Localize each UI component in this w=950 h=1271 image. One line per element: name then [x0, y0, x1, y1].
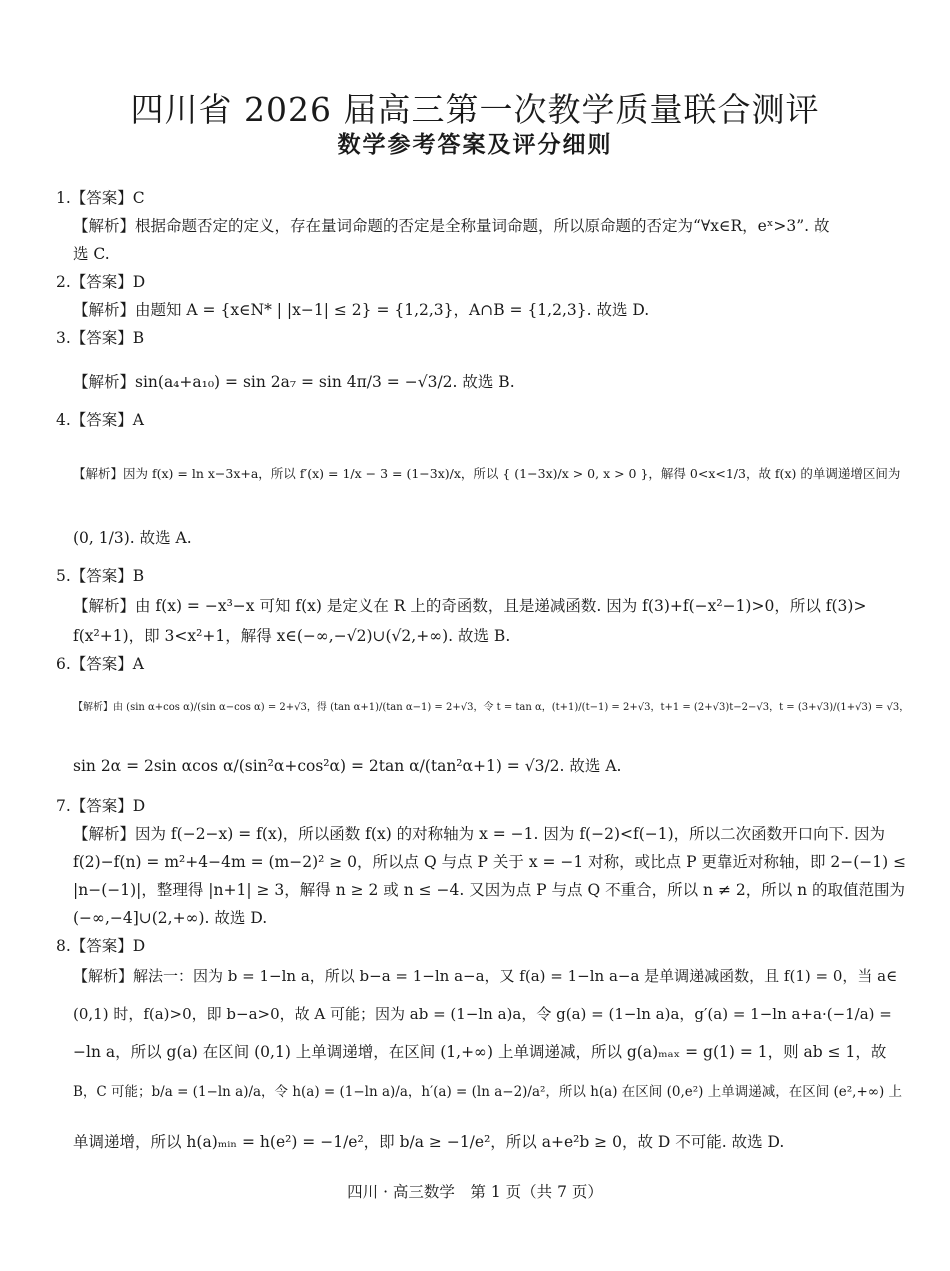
answer-3: 3.【答案】B: [56, 329, 145, 347]
page-footer: 四川 · 高三数学 第 1 页（共 7 页）: [347, 1183, 603, 1201]
answer-8: 8.【答案】D: [56, 937, 146, 955]
analysis-2-line-1: 【解析】由题知 A = {x∈N* | |x−1| ≤ 2} = {1,2,3}，A∩B = {1,2,3}. 故选 D.: [73, 301, 650, 319]
analysis-7-line-4: (−∞,−4]∪(2,+∞). 故选 D.: [73, 909, 268, 927]
analysis-4-line-2: (0, 1/3). 故选 A.: [73, 529, 192, 547]
analysis-8-line-2: (0,1) 时，f(a)>0，即 b−a>0，故 A 可能；因为 ab = (1−ln a)a，令 g(a) = (1−ln a)a，g′(a) = 1−ln a+a·(−1/a) =: [73, 1005, 892, 1023]
page-title: 四川省 2026 届高三第一次教学质量联合测评: [130, 90, 820, 129]
answer-6: 6.【答案】A: [56, 655, 144, 673]
analysis-8-line-3: −ln a，所以 g(a) 在区间 (0,1) 上单调递增，在区间 (1,+∞) 上单调递减，所以 g(a)ₘₐₓ = g(1) = 1，则 ab ≤ 1，故: [73, 1043, 887, 1061]
analysis-4-line-1: 【解析】因为 f(x) = ln x−3x+a，所以 f′(x) = 1/x − 3 = (1−3x)/x，所以 { (1−3x)/x > 0, x > 0 }，解得 0<x<1/3，故 f(x) 的单调递增区间为: [73, 466, 901, 481]
answer-5: 5.【答案】B: [56, 567, 145, 585]
analysis-1-line-2: 选 C.: [73, 245, 110, 263]
analysis-8-line-4: B，C 可能；b/a = (1−ln a)/a，令 h(a) = (1−ln a)/a，h′(a) = (ln a−2)/a²，所以 h(a) 在区间 (0,e²) 上单调递减，在区间 (e²,+∞) 上: [73, 1084, 903, 1100]
answer-1: 1.【答案】C: [56, 189, 145, 207]
analysis-1-line-1: 【解析】根据命题否定的定义，存在量词命题的否定是全称量词命题，所以原命题的否定为“∀x∈R，eˣ>3”. 故: [73, 217, 830, 235]
answer-7: 7.【答案】D: [56, 797, 146, 815]
answer-2: 2.【答案】D: [56, 273, 146, 291]
answer-4: 4.【答案】A: [56, 411, 144, 429]
analysis-8-line-1: 【解析】解法一：因为 b = 1−ln a，所以 b−a = 1−ln a−a，又 f(a) = 1−ln a−a 是单调递减函数，且 f(1) = 0，当 a∈: [73, 967, 898, 985]
analysis-5-line-2: f(x²+1)，即 3<x²+1，解得 x∈(−∞,−√2)∪(√2,+∞). 故选 B.: [73, 627, 511, 645]
analysis-5-line-1: 【解析】由 f(x) = −x³−x 可知 f(x) 是定义在 R 上的奇函数，且是递减函数. 因为 f(3)+f(−x²−1)>0，所以 f(3)>: [73, 597, 867, 615]
analysis-7-line-3: |n−(−1)|，整理得 |n+1| ≥ 3，解得 n ≥ 2 或 n ≤ −4. 又因为点 P 与点 Q 不重合，所以 n ≠ 2，所以 n 的取值范围为: [73, 881, 906, 899]
analysis-3-line-1: 【解析】sin(a₄+a₁₀) = sin 2a₇ = sin 4π/3 = −√3/2. 故选 B.: [73, 373, 515, 391]
analysis-6-line-1: 【解析】由 (sin α+cos α)/(sin α−cos α) = 2+√3，得 (tan α+1)/(tan α−1) = 2+√3，令 t = tan α，(t+1)/(t−1) = 2+√3，t+1 = (2+√3)t−2−√3，t = (3+√3)/(1+√3) = √3，: [73, 702, 910, 713]
analysis-6-line-2: sin 2α = 2sin αcos α/(sin²α+cos²α) = 2tan α/(tan²α+1) = √3/2. 故选 A.: [73, 757, 622, 775]
page-subtitle: 数学参考答案及评分细则: [337, 132, 613, 158]
analysis-7-line-2: f(2)−f(n) = m²+4−4m = (m−2)² ≥ 0，所以点 Q 与点 P 关于 x = −1 对称，或比点 P 更靠近对称轴，即 2−(−1) ≤: [73, 853, 907, 871]
analysis-7-line-1: 【解析】因为 f(−2−x) = f(x)，所以函数 f(x) 的对称轴为 x = −1. 因为 f(−2)<f(−1)，所以二次函数开口向下. 因为: [73, 825, 886, 843]
analysis-8-line-5: 单调递增，所以 h(a)ₘᵢₙ = h(e²) = −1/e²，即 b/a ≥ −1/e²，所以 a+e²b ≥ 0，故 D 不可能. 故选 D.: [73, 1133, 785, 1151]
